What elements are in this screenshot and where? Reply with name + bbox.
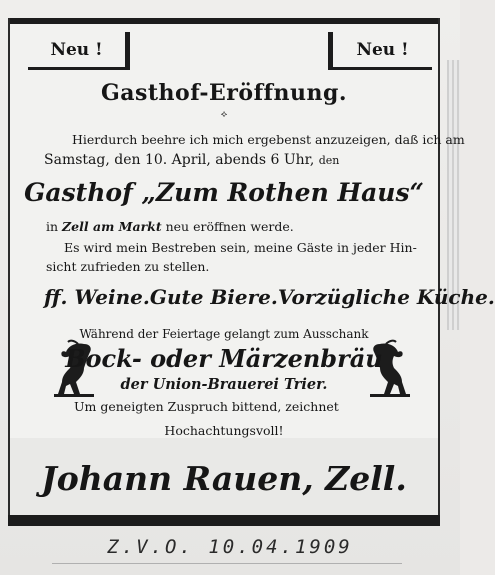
place-line: [46, 219, 294, 234]
place-prefix: in: [46, 219, 59, 234]
offer-beers: Gute Biere.: [149, 285, 278, 309]
opening-date: Samstag, den 10. April, abends 6 Uhr,: [44, 152, 315, 168]
corner-label-left: Neu !: [28, 32, 130, 70]
note-baseline: [52, 563, 402, 564]
request-line: Um geneigten Zuspruch bittend, zeichnet: [74, 399, 339, 414]
intro-line-1: Hierdurch beehre ich mich ergebenst anzuzeigen, daß ich am: [72, 132, 465, 147]
bottom-rule: [8, 515, 440, 526]
offer-wines: ff. Weine.: [44, 285, 150, 309]
offer-list: [44, 285, 495, 309]
top-rule: [8, 18, 440, 24]
signature: Johann Rauen, Zell.: [41, 459, 407, 498]
holiday-line: Während der Feiertage gelangt zum Ausschank: [79, 327, 369, 341]
inn-name: Gasthof „Zum Rothen Haus“: [24, 178, 424, 207]
greeting: Hochachtungsvoll!: [164, 423, 284, 438]
ornament-divider: ⟡: [220, 109, 228, 120]
intro-line-2-tail: den: [318, 154, 340, 167]
intro-line-2: [44, 152, 339, 168]
corner-label-right: Neu !: [328, 32, 432, 70]
place-name: Zell am Markt: [62, 219, 162, 234]
aim-line-1: Es wird mein Bestreben sein, meine Gäste in jeder Hin-: [64, 240, 417, 255]
ad-title: Gasthof-Eröffnung.: [100, 80, 348, 106]
aim-line-2: sicht zufrieden zu stellen.: [46, 259, 210, 274]
offer-kitchen: Vorzügliche Küche.: [277, 285, 495, 309]
place-suffix: neu eröffnen werde.: [165, 219, 294, 234]
advertisement: [8, 18, 495, 526]
brewery-name: der Union-Brauerei Trier.: [120, 376, 328, 393]
handwritten-archive-note: Z.V.O. 10.04.1909: [107, 536, 353, 558]
beer-name: Bock- oder Märzenbräu: [65, 344, 383, 373]
